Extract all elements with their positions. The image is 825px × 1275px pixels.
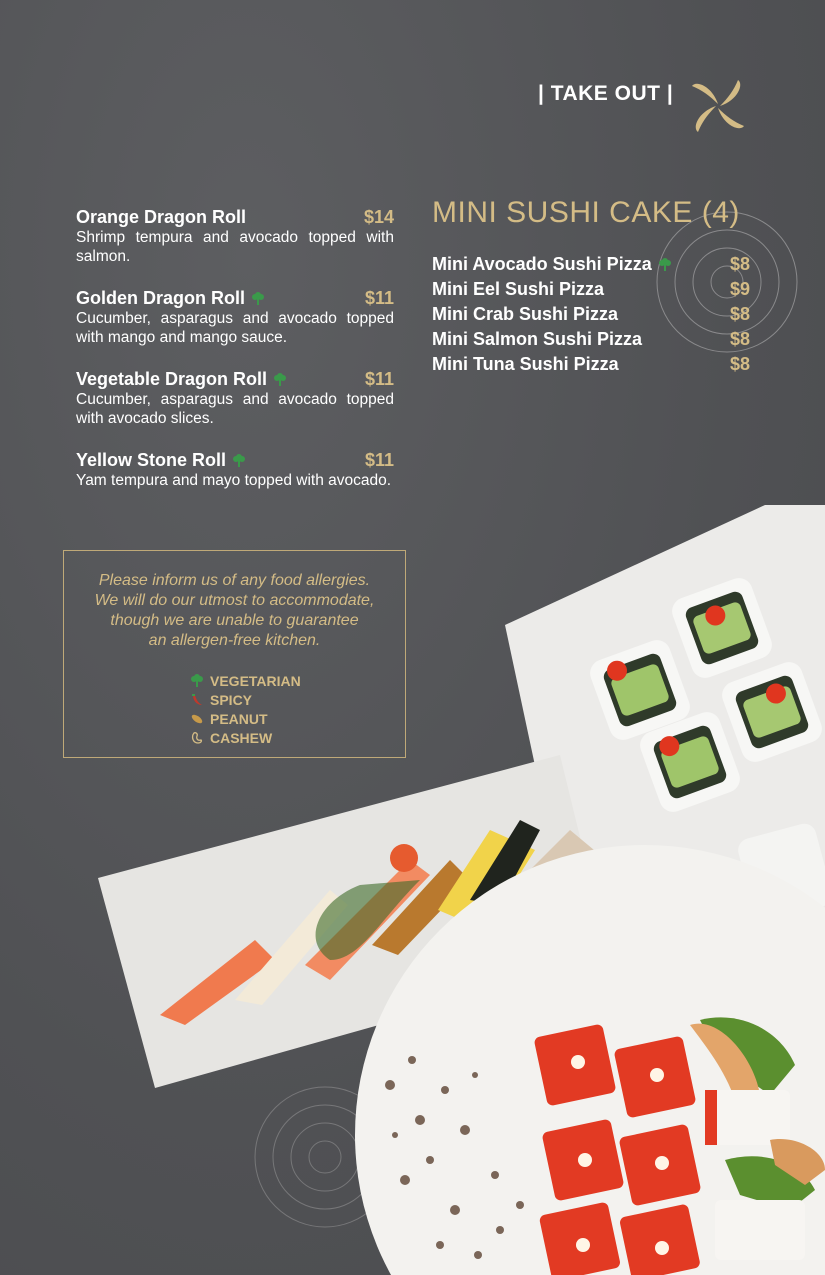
mini-sushi-item: [432, 252, 750, 277]
pinwheel-logo-icon: [688, 76, 748, 136]
menu-item-price: $11: [364, 450, 394, 470]
allergy-line: We will do our utmost to accommodate,: [94, 592, 375, 609]
roll-menu-list: [76, 207, 394, 512]
mini-sushi-name: Mini Crab Sushi Pizza: [432, 304, 619, 324]
menu-item: [76, 450, 394, 490]
peanut-icon: [190, 712, 204, 726]
menu-item-name: Golden Dragon Roll: [76, 288, 245, 308]
cashew-icon: [190, 731, 204, 745]
menu-item-title-group: [76, 207, 246, 228]
menu-item: [76, 288, 394, 347]
mini-sushi-price: $8: [729, 254, 750, 274]
mini-sushi-item: [432, 302, 750, 327]
mini-sushi-title-group: [432, 329, 642, 350]
mini-sushi-list: [432, 252, 750, 377]
menu-item-header: [76, 207, 394, 228]
mini-sushi-price: $9: [729, 279, 750, 299]
legend-label: SPICY: [210, 691, 253, 708]
menu-item-header: [76, 369, 394, 390]
legend-label: PEANUT: [210, 710, 268, 727]
broccoli-icon: [658, 258, 672, 272]
broccoli-icon: [190, 674, 204, 688]
mini-sushi-title-group: [432, 354, 619, 375]
allergy-notice-text: [64, 571, 405, 651]
take-out-heading: | TAKE OUT |: [538, 82, 674, 105]
mini-sushi-item: [432, 277, 750, 302]
legend-peanut: [190, 709, 301, 728]
allergy-line: an allergen-free kitchen.: [148, 632, 321, 649]
menu-item-name: Yellow Stone Roll: [76, 450, 227, 470]
broccoli-icon: [232, 454, 246, 468]
allergy-notice-box: [63, 550, 406, 758]
mini-sushi-price: $8: [729, 329, 750, 349]
mini-sushi-title-group: [432, 254, 672, 275]
menu-item-name: Vegetable Dragon Roll: [76, 369, 268, 389]
menu-item-price: $11: [364, 369, 394, 389]
mini-sushi-name: Mini Avocado Sushi Pizza: [432, 254, 652, 274]
menu-item-name: Orange Dragon Roll: [76, 207, 247, 227]
mini-sushi-title-group: [432, 304, 618, 325]
mini-sushi-title-group: [432, 279, 604, 300]
menu-item-title-group: [76, 450, 246, 471]
legend-spicy: [190, 690, 301, 709]
mini-sushi-name: Mini Tuna Sushi Pizza: [432, 354, 619, 374]
menu-item: [76, 369, 394, 428]
legend-vegetarian: [190, 671, 301, 690]
menu-item-title-group: [76, 288, 265, 309]
mini-sushi-name: Mini Salmon Sushi Pizza: [432, 329, 643, 349]
mini-sushi-price: $8: [729, 304, 750, 324]
mini-sushi-price: $8: [729, 354, 750, 374]
menu-item-description: Shrimp tempura and avocado topped with salmon.: [76, 229, 394, 265]
allergy-line: though we are unable to guarantee: [110, 612, 359, 629]
menu-item-description: Cucumber, asparagus and avocado topped with avocado slices.: [76, 391, 394, 427]
menu-item-header: [76, 450, 394, 471]
legend-cashew: [190, 728, 301, 747]
menu-item-price: $11: [364, 288, 394, 308]
legend-label: VEGETARIAN: [210, 672, 301, 689]
mini-sushi-item: [432, 327, 750, 352]
menu-item-price: $14: [363, 207, 394, 227]
menu-item-header: [76, 288, 394, 309]
menu-item-title-group: [76, 369, 287, 390]
legend-label: CASHEW: [210, 729, 273, 746]
mini-sushi-item: [432, 352, 750, 377]
menu-item: [76, 207, 394, 266]
menu-item-description: Yam tempura and mayo topped with avocado.: [76, 472, 392, 489]
allergy-line: Please inform us of any food allergies.: [98, 572, 371, 589]
section-title-mini-sushi-cake: MINI SUSHI CAKE (4): [432, 196, 740, 229]
broccoli-icon: [273, 373, 287, 387]
dietary-legend: [190, 671, 301, 747]
chili-icon: [190, 693, 204, 707]
broccoli-icon: [251, 292, 265, 306]
mini-sushi-name: Mini Eel Sushi Pizza: [432, 279, 605, 299]
menu-item-description: Cucumber, asparagus and avocado topped with mango and mango sauce.: [76, 310, 394, 346]
